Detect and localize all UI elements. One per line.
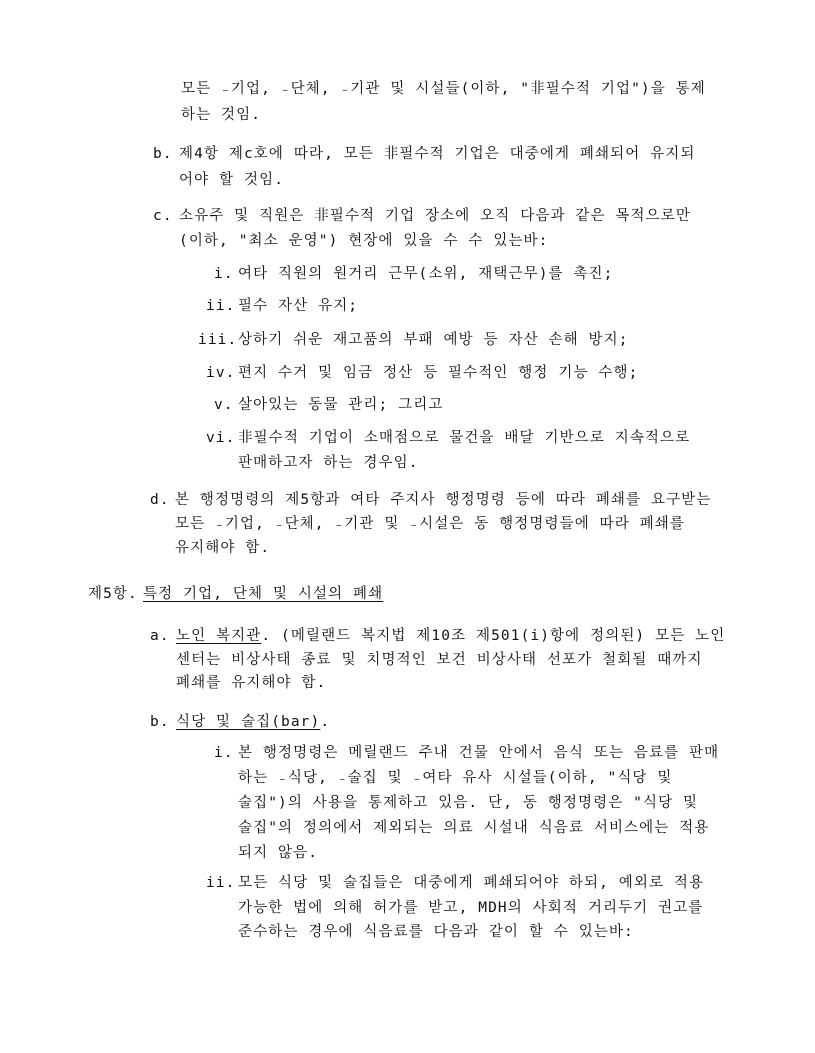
item-heading: 노인 복지관 [176, 628, 262, 644]
list-item: 살아있는 동물 관리; 그리고 [238, 397, 444, 413]
list-item: 술집")의 사용을 통제하고 있음. 단, 동 행정명령은 "식당 및 [238, 795, 699, 811]
item-heading: 식당 및 술집(bar) [176, 714, 321, 730]
paragraph-line: 어야 할 것임. [179, 172, 285, 188]
list-item: 판매하고자 하는 경우임. [238, 455, 419, 471]
item-heading-suffix: . [320, 714, 331, 730]
list-marker: b. [153, 146, 173, 162]
list-item: 되지 않음. [238, 845, 319, 861]
list-item: 술집"의 정의에서 제외되는 의료 시설내 식음료 서비스에는 적용 [238, 820, 710, 836]
list-marker: i. [214, 266, 234, 282]
section-title: 특정 기업, 단체 및 시설의 폐쇄 [143, 586, 384, 602]
list-marker: ii. [206, 298, 236, 314]
list-item: 모든 식당 및 술집들은 대중에게 폐쇄되어야 하되, 예외로 적용 [238, 875, 705, 891]
list-marker: a. [150, 628, 170, 644]
list-marker: iii. [198, 332, 238, 348]
list-marker: d. [150, 492, 170, 508]
list-item: 하는 ₋식당, ₋술집 및 ₋여타 유사 시설들(이하, "식당 및 [238, 770, 673, 786]
list-marker: v. [214, 397, 234, 413]
paragraph-line: 본 행정명령의 제5항과 여타 주지사 행정명령 등에 따라 폐쇄를 요구받는 [175, 492, 712, 508]
list-item: 가능한 법에 의해 허가를 받고, MDH의 사회적 거리두기 권고를 [238, 900, 704, 916]
paragraph-line: 제4항 제c호에 따라, 모든 非필수적 기업은 대중에게 폐쇄되어 유지되 [179, 146, 696, 162]
list-item: 필수 자산 유지; [238, 298, 359, 314]
paragraph-line: 소유주 및 직원은 非필수적 기업 장소에 오직 다음과 같은 목적으로만 [179, 208, 691, 224]
section-label: 제5항. [88, 586, 138, 602]
item-text: . (메릴랜드 복지법 제10조 제501(i)항에 정의된) 모든 노인 [261, 628, 726, 644]
list-marker: i. [214, 745, 234, 761]
paragraph-line [176, 626, 725, 646]
list-marker: b. [150, 714, 170, 730]
paragraph-line: 하는 것임. [181, 107, 262, 123]
paragraph-line: 모든 ₋기업, ₋단체, ₋기관 및 ₋시설은 동 행정명령들에 따라 폐쇄를 [175, 516, 686, 532]
list-marker: ii. [206, 875, 236, 891]
list-item: 본 행정명령은 메릴랜드 주내 건물 안에서 음식 또는 음료를 판매 [238, 745, 720, 761]
list-item: 편지 수거 및 임금 정산 등 필수적인 행정 기능 수행; [238, 365, 639, 381]
list-item: 상하기 쉬운 재고품의 부패 예방 등 자산 손해 방지; [238, 332, 629, 348]
list-marker: vi. [206, 430, 236, 446]
paragraph-line: (이하, "최소 운영") 현장에 있을 수 수 있는바: [179, 233, 549, 249]
list-item: 非필수적 기업이 소매점으로 물건을 배달 기반으로 지속적으로 [238, 430, 691, 446]
paragraph-line: 모든 ₋기업, ₋단체, ₋기관 및 시설들(이하, "非필수적 기업")을 통제 [181, 81, 706, 97]
paragraph-line: 센터는 비상사태 종료 및 치명적인 보건 비상사태 선포가 철회될 때까지 [176, 652, 703, 668]
list-item: 준수하는 경우에 식음료를 다음과 같이 할 수 있는바: [238, 924, 634, 940]
list-item: 여타 직원의 원거리 근무(소위, 재택근무)를 촉진; [238, 266, 614, 282]
list-marker: c. [153, 208, 173, 224]
list-marker: iv. [206, 365, 236, 381]
paragraph-line [176, 712, 330, 732]
paragraph-line: 유지해야 함. [175, 540, 271, 556]
paragraph-line: 폐쇄를 유지해야 함. [176, 675, 327, 691]
